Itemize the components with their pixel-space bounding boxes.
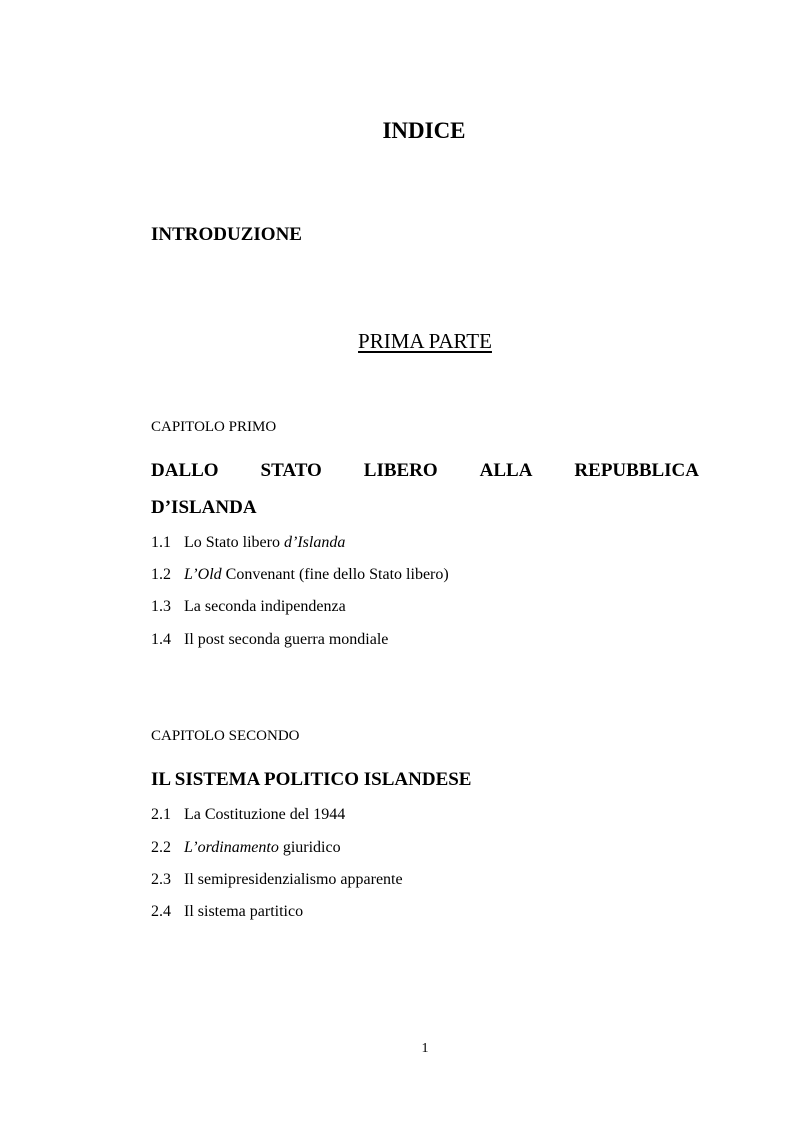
toc-entry-number: 1.1 bbox=[151, 534, 171, 551]
chapter-1-title-word: ALLA bbox=[479, 460, 533, 481]
toc-entry-text: Il semipresidenzialismo apparente bbox=[184, 871, 403, 888]
toc-entry-2-4 bbox=[151, 901, 303, 923]
chapter-2-label: CAPITOLO SECONDO bbox=[151, 728, 300, 744]
toc-entry-text: Lo Stato libero bbox=[184, 534, 284, 551]
toc-entry-number: 2.1 bbox=[151, 806, 171, 823]
toc-entry-1-4 bbox=[151, 629, 388, 651]
toc-entry-number: 2.2 bbox=[151, 839, 171, 856]
toc-entry-number: 2.4 bbox=[151, 903, 171, 920]
chapter-2-title: IL SISTEMA POLITICO ISLANDESE bbox=[151, 769, 472, 790]
toc-entry-number: 2.3 bbox=[151, 871, 171, 888]
toc-entry-italic: L’ordinamento bbox=[184, 839, 279, 856]
toc-entry-1-1 bbox=[151, 532, 345, 554]
part-heading bbox=[0, 327, 794, 355]
toc-entry-2-1 bbox=[151, 804, 345, 826]
chapter-1-title-word: STATO bbox=[260, 460, 322, 481]
chapter-1-title-word: LIBERO bbox=[363, 460, 438, 481]
page-title: INDICE bbox=[382, 118, 466, 143]
toc-entry-number: 1.3 bbox=[151, 598, 171, 615]
toc-entry-number: 1.2 bbox=[151, 566, 171, 583]
toc-entry-2-3 bbox=[151, 869, 403, 891]
toc-entry-italic: d’Islanda bbox=[283, 534, 346, 551]
toc-entry-1-3 bbox=[151, 596, 346, 618]
toc-entry-text: Il post seconda guerra mondiale bbox=[184, 631, 389, 648]
chapter-1-title-word: DALLO bbox=[151, 460, 219, 481]
toc-entry-1-2 bbox=[151, 564, 449, 586]
toc-entry-italic: L’Old bbox=[184, 566, 222, 583]
toc-entry-text: giuridico bbox=[278, 839, 341, 856]
chapter-1-title-line-1 bbox=[151, 459, 699, 483]
chapter-1-label: CAPITOLO PRIMO bbox=[151, 419, 277, 435]
chapter-1-title-line-2: D’ISLANDA bbox=[151, 497, 257, 518]
introduction-heading: INTRODUZIONE bbox=[151, 224, 302, 245]
toc-entry-number: 1.4 bbox=[151, 631, 171, 648]
toc-entry-2-2 bbox=[151, 837, 341, 859]
toc-entry-text: Convenant (fine dello Stato libero) bbox=[221, 566, 449, 583]
toc-entry-text: La seconda indipendenza bbox=[184, 598, 346, 615]
part-heading-text: PRIMA PARTE bbox=[358, 329, 492, 353]
chapter-1-title-word: REPUBBLICA bbox=[574, 460, 699, 481]
toc-entry-text: Il sistema partitico bbox=[184, 903, 304, 920]
toc-entry-text: La Costituzione del 1944 bbox=[184, 806, 346, 823]
page-number: 1 bbox=[421, 1041, 429, 1056]
